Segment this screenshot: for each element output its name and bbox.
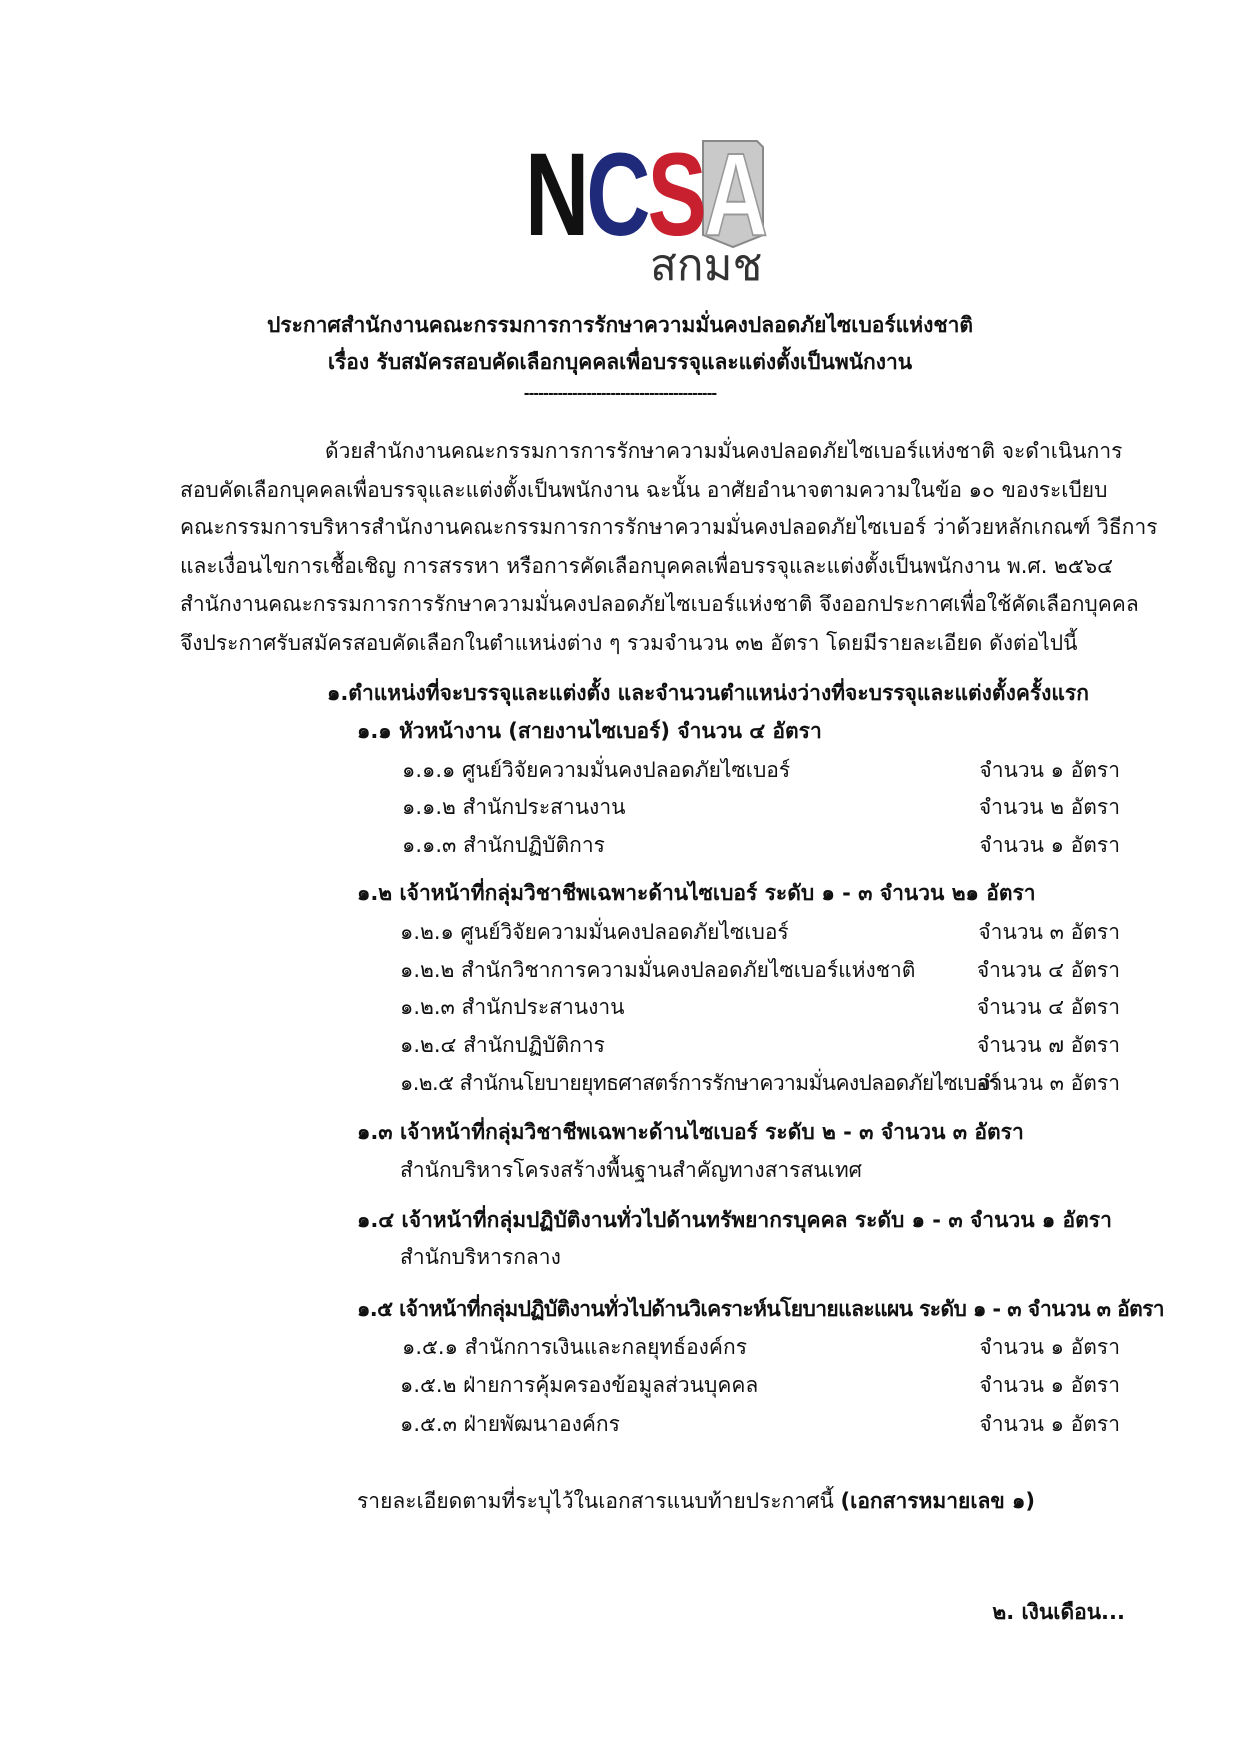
group-heading: ๑.๕ เจ้าหน้าที่กลุ่มปฏิบัติงานทั่วไปด้านวิเคราะห์นโยบายและแผน ระดับ ๑ - ๓ จำนวน ๓ อัตรา	[357, 1297, 1164, 1321]
body-line: สอบคัดเลือกบุคคลเพื่อบรรจุและแต่งตั้งเป็นพนักงาน ฉะนั้น อาศัยอำนาจตามความในข้อ ๑๐ ของระเบียบ	[180, 478, 1108, 502]
item-count: จำนวน ๑ อัตรา	[979, 1412, 1120, 1436]
ncsa-logo	[525, 129, 785, 291]
item-label: ๑.๑.๑ ศูนย์วิจัยความมั่นคงปลอดภัยไซเบอร์	[402, 758, 791, 782]
note-text: รายละเอียดตามที่ระบุไว้ในเอกสารแนบท้ายประกาศนี้	[357, 1489, 841, 1513]
item-label: ๑.๑.๓ สำนักปฏิบัติการ	[402, 833, 605, 857]
item-label: ๑.๒.๔ สำนักปฏิบัติการ	[400, 1033, 605, 1057]
item-count: จำนวน ๑ อัตรา	[979, 833, 1120, 857]
item-count: จำนวน ๒ อัตรา	[978, 795, 1120, 819]
group-unit: สำนักบริหารกลาง	[400, 1245, 561, 1269]
item-label: ๑.๕.๓ ฝ่ายพัฒนาองค์กร	[400, 1412, 620, 1436]
continuation-marker: ๒. เงินเดือน...	[992, 1600, 1125, 1624]
logo-letter-n: N	[525, 129, 607, 261]
group-unit: สำนักบริหารโครงสร้างพื้นฐานสำคัญทางสารสนเทศ	[400, 1158, 862, 1182]
body-line: จึงประกาศรับสมัครสอบคัดเลือกในตำแหน่งต่าง ๆ รวมจำนวน ๓๒ อัตรา โดยมีรายละเอียด ดังต่อไปนี้	[180, 631, 1078, 655]
body-line: คณะกรรมการบริหารสำนักงานคณะกรรมการการรักษาความมั่นคงปลอดภัยไซเบอร์ ว่าด้วยหลักเกณฑ์ วิธีการ	[180, 515, 1158, 539]
note-document-ref: (เอกสารหมายเลข ๑)	[840, 1489, 1035, 1513]
item-count: จำนวน ๓ อัตรา	[978, 1071, 1120, 1095]
svg-text:NCSA: NCSA	[525, 129, 785, 261]
item-count: จำนวน ๓ อัตรา	[978, 920, 1120, 944]
item-label: ๑.๕.๑ สำนักการเงินและกลยุทธ์องค์กร	[402, 1335, 747, 1359]
body-line: ด้วยสำนักงานคณะกรรมการการรักษาความมั่นคงปลอดภัยไซเบอร์แห่งชาติ จะดำเนินการ	[325, 439, 1123, 463]
item-label: ๑.๕.๒ ฝ่ายการคุ้มครองข้อมูลส่วนบุคคล	[400, 1373, 759, 1397]
body-line: และเงื่อนไขการเชื้อเชิญ การสรรหา หรือการคัดเลือกบุคคลเพื่อบรรจุและแต่งตั้งเป็นพนักงาน พ.ศ. ๒๕๖๔	[180, 554, 1114, 578]
title-line-2: เรื่อง รับสมัครสอบคัดเลือกบุคคลเพื่อบรรจุและแต่งตั้งเป็นพนักงาน	[327, 350, 913, 374]
item-label: ๑.๒.๒ สำนักวิชาการความมั่นคงปลอดภัยไซเบอร์แห่งชาติ	[400, 958, 916, 982]
item-count: จำนวน ๔ อัตรา	[976, 958, 1120, 982]
group-heading: ๑.๔ เจ้าหน้าที่กลุ่มปฏิบัติงานทั่วไปด้านทรัพยากรบุคคล ระดับ ๑ - ๓ จำนวน ๑ อัตรา	[357, 1208, 1112, 1232]
svg-text:สกมช: สกมช	[650, 240, 763, 291]
item-label: ๑.๒.๓ สำนักประสานงาน	[400, 995, 625, 1019]
item-label: ๑.๑.๒ สำนักประสานงาน	[402, 795, 626, 819]
group-heading: ๑.๑ หัวหน้างาน (สายงานไซเบอร์) จำนวน ๔ อัตรา	[357, 719, 822, 743]
section-1-heading: ๑.ตำแหน่งที่จะบรรจุและแต่งตั้ง และจำนวนตำแหน่งว่างที่จะบรรจุและแต่งตั้งครั้งแรก	[327, 681, 1089, 705]
title-divider: ----------------------------------------	[523, 386, 717, 402]
item-label: ๑.๒.๑ ศูนย์วิจัยความมั่นคงปลอดภัยไซเบอร์	[400, 920, 789, 944]
item-count: จำนวน ๔ อัตรา	[976, 995, 1120, 1019]
attachment-note	[357, 1486, 1035, 1516]
item-count: จำนวน ๑ อัตรา	[979, 758, 1120, 782]
item-count: จำนวน ๑ อัตรา	[979, 1373, 1120, 1397]
body-line: สำนักงานคณะกรรมการการรักษาความมั่นคงปลอดภัยไซเบอร์แห่งชาติ จึงออกประกาศเพื่อใช้คัดเลือกบุคคล	[180, 592, 1139, 616]
item-label: ๑.๒.๕ สำนักนโยบายยุทธศาสตร์การรักษาความมั่นคงปลอดภัยไซเบอร์	[400, 1071, 1000, 1095]
title-line-1: ประกาศสำนักงานคณะกรรมการการรักษาความมั่นคงปลอดภัยไซเบอร์แห่งชาติ	[266, 313, 974, 337]
group-heading: ๑.๓ เจ้าหน้าที่กลุ่มวิชาชีพเฉพาะด้านไซเบอร์ ระดับ ๒ - ๓ จำนวน ๓ อัตรา	[357, 1120, 1024, 1144]
group-heading: ๑.๒ เจ้าหน้าที่กลุ่มวิชาชีพเฉพาะด้านไซเบอร์ ระดับ ๑ - ๓ จำนวน ๒๑ อัตรา	[357, 881, 1036, 905]
item-count: จำนวน ๑ อัตรา	[979, 1335, 1120, 1359]
item-count: จำนวน ๗ อัตรา	[976, 1033, 1120, 1057]
